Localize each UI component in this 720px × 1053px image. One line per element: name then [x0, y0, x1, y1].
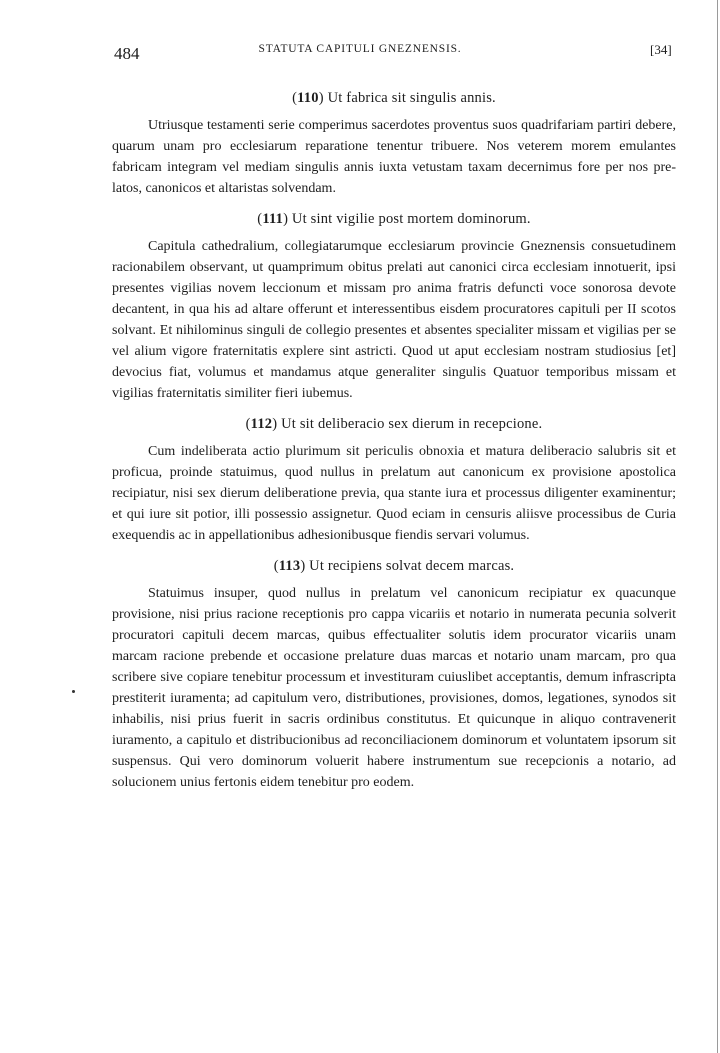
article-text: Statuimus insuper, quod nullus in prelatum vel canonicum recipiatur ex quacunque provisione, nisi prius racione receptionis pro cappa vicariis et notario in numerata pecunia solverit procuratori capituli decem marcas, quibus effectualiter solutis idem procurator vicariis unam marcam racione prebende et occasione prelature duas marcas et notario unam marcam, pro qua scribere sive copiare tenebitur processum et investituram cuiuslibet acceptantis, demum infrascripta prestiterit iuramenta; ad capitulum vero, distributiones, provisiones, domos, legationes, synodos sit inhabilis, nisi prius fuerit in sacris ordinibus constitutus. Et quicunque in aliquo contravenerit iuramento, a capitulo et distribucionibus ad reconciliacionem dominorum et voluntatem ipsorum sit suspensus. Qui vero dominorum voluerit habere instrumentum sue recepcionis a notario, ad solucionem unius fertonis eidem tenebitur pro eodem.: [112, 586, 676, 790]
article-title: Ut sint vigilie post mortem dominorum.: [291, 211, 531, 227]
article-title: Ut recipiens solvat decem marcas.: [309, 558, 515, 574]
page-edge-line: [717, 0, 718, 1053]
article-number: 111: [262, 211, 284, 227]
running-title: STATUTA CAPITULI GNEZNENSIS.: [258, 43, 462, 55]
article-text: Cum indeliberata actio plurimum sit periculis obnoxia et matura deliberacio salubris sit et proficua, proinde statuimus, quod nullus in prelatum aut canonicum ex provisione apostolica recipiatur, nisi sex dierum deliberatione previa, qua stante iura et processus diligenter examinentur; et qui iure sit potior, illi possessio assignetur. Quod eciam in censuris aliisve processibus de Curia exequendis ac in appellationibus adhesionibusque fiendis servari volumus.: [112, 444, 676, 543]
document-body: [112, 90, 676, 805]
article-text: Capitula cathedralium, collegiatarumque ecclesiarum provincie Gneznensis consuetudinem racionabilem observant, ut quamprimum obitus prelati aut canonici circa ecclesiam innotuerit, ipsi presentes vigilias novem leccionum et missam pro anima fratris defuncti voce sonorosa devote decantent, in qua his ad altare offerunt et interessentibus eisdem procuratores capituli per II scotos solvant. Et nihilominus singuli de collegio presentes et absentes specialiter missam et vigilias per se vel alium vigore fraternitatis explere sint astricti. Quod ut aput ecclesiam nostram studiosius [et] devocius fiat, volumus et mandamus atque generaliter singulis Quatuor temporibus missam et vigilias fraternitatis similiter fieri iubemus.: [112, 239, 676, 401]
page-header: [0, 38, 720, 68]
article-heading: (113) Ut recipiens solvat decem marcas.: [273, 558, 515, 574]
article-112: [112, 416, 676, 546]
page-number: 484: [114, 44, 140, 63]
article-113: [112, 558, 676, 793]
article-heading: (112) Ut sit deliberacio sex dierum in recepcione.: [245, 416, 543, 432]
stray-mark: [72, 690, 75, 693]
article-111: [112, 211, 676, 404]
article-title: Ut sit deliberacio sex dierum in recepcione.: [281, 416, 543, 432]
section-number: [34]: [650, 42, 672, 57]
article-number: 113: [278, 558, 301, 574]
article-110: [112, 90, 676, 199]
article-heading: (110) Ut fabrica sit singulis annis.: [292, 90, 496, 106]
article-title: Ut fabrica sit singulis annis.: [327, 90, 496, 106]
article-heading: (111) Ut sint vigilie post mortem dominorum.: [257, 211, 531, 227]
article-number: 112: [250, 416, 273, 432]
article-text: Utriusque testamenti serie comperimus sacerdotes proventus suos quadrifariam partiri debere, quarum unam pro ecclesiarum reparatione tenentur tribuere. Nos veterem morem emulantes fabricam integram vel mediam singulis annis iuxta vetustam taxam decernimus fore per nos prelatos, canonicos et altaristas solvendam.: [112, 118, 676, 196]
article-number: 110: [297, 90, 319, 106]
